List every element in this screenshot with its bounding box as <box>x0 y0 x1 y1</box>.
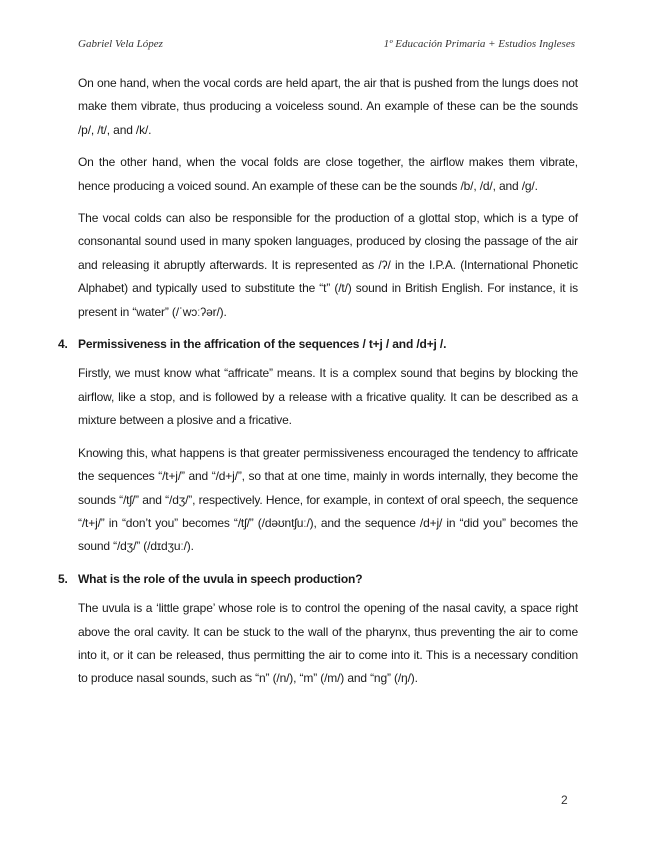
document-body <box>58 72 578 700</box>
paragraph-voiceless: On one hand, when the vocal cords are held apart, the air that is pushed from the lungs does not make them vibrate, thus producing a voiceless sound. An example of these can be the sounds /p/, /t/, and /k/. <box>78 76 578 137</box>
paragraph-voiced: On the other hand, when the vocal folds are close together, the airflow makes them vibrate, hence producing a voiced sound. An example of these can be the sounds /b/, /d/, and /g/. <box>78 155 578 193</box>
paragraph-glottal-stop: The vocal colds can also be responsible for the production of a glottal stop, which is a type of consonantal sound used in many spoken languages, produced by closing the passage of the air and releasing it abruptly afterwards. It is represented as /ʔ/ in the I.P.A. (International Phonetic Alphabet) and typically used to substitute the “t” (/t/) sound in British English. For instance, it is present in “water” (/ˈwɔːʔər/). <box>78 211 578 319</box>
page-header <box>78 38 575 54</box>
paragraph-uvula: The uvula is a ‘little grape’ whose role is to control the opening of the nasal cavity, a space right above the oral cavity. It can be stuck to the wall of the pharynx, thus preventing the air to come into it, or it can be released, thus permitting the air to come into it. This is a necessary condition to produce nasal sounds, such as “n” (/n/), “m” (/m/) and “ng” (/ŋ/). <box>78 601 578 686</box>
list-item-5-heading: What is the role of the uvula in speech production? <box>78 571 363 586</box>
paragraph-affricate-definition: Firstly, we must know what “affricate” means. It is a complex sound that begins by blocking the airflow, like a stop, and is followed by a release with a fricative quality. It can be described as a mixture between a plosive and a fricative. <box>78 366 578 428</box>
list-item-5-number: 5. <box>58 571 68 586</box>
page-number: 2 <box>561 793 568 807</box>
paragraph-affrication: Knowing this, what happens is that greater permissiveness encouraged the tendency to affricate the sequences “/t+j/” and “/d+j/”, so that at one time, mainly in words internally, they become the sounds “/tʃ/” and “/dʒ/”, respectively. Hence, for example, in context of oral speech, the sequence “/t+j/” in “don’t you” becomes “/tʃ/” (/dəʊntʃuː/), and the sequence /d+j/ in “did you” becomes the sound “/dʒ/” (/dɪdʒuː/). <box>78 445 578 554</box>
list-item-4-heading: Permissiveness in the affrication of the sequences / t+j / and /d+j /. <box>78 337 447 352</box>
list-item-4 <box>58 333 578 356</box>
header-course: 1º Educación Primaria + Estudios Ingleses <box>383 38 575 50</box>
list-item-4-number: 4. <box>58 337 68 352</box>
header-author: Gabriel Vela López <box>78 38 163 50</box>
list-item-5 <box>58 568 578 591</box>
